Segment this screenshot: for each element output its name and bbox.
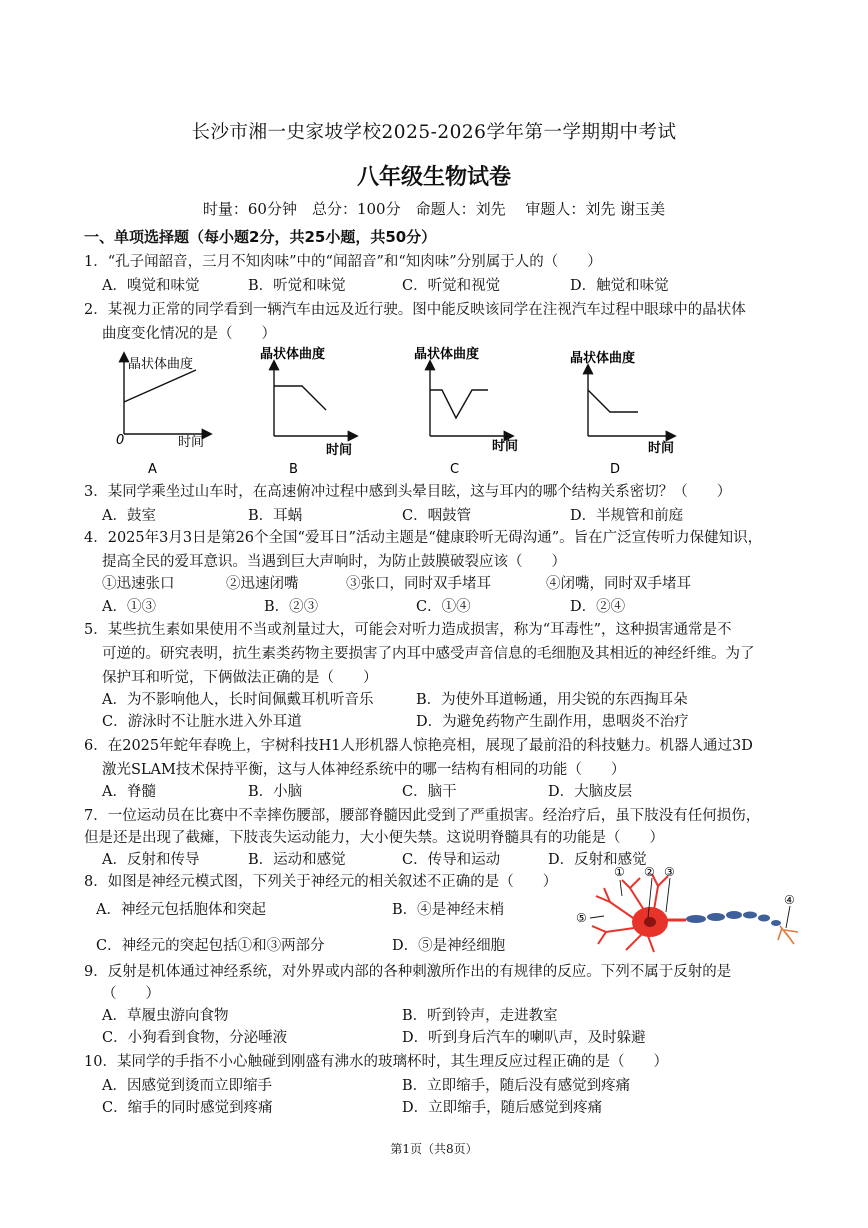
q4-option-b: B．②③	[264, 599, 319, 615]
q1-option-b: B．听觉和味觉	[248, 278, 346, 294]
q5-option-b: B．为使外耳道畅通，用尖锐的东西掏耳朵	[416, 692, 688, 708]
section-heading: 一、单项选择题（每小题2分，共25小题，共50分）	[84, 228, 437, 246]
q4-option-a: A．①③	[102, 599, 156, 615]
q2-stem-line2: 曲度变化情况的是（ ）	[102, 326, 276, 342]
graph-d-label: D	[610, 462, 621, 477]
q4-item-1: ①迅速张口	[102, 576, 175, 592]
q9-stem-line2: （ ）	[102, 986, 160, 1002]
q7-stem-line1: 7．一位运动员在比赛中不幸摔伤腰部，腰部脊髓因此受到了严重损害。经治疗后，虽下肢没有任何损伤，	[84, 808, 761, 824]
graph-c	[414, 346, 518, 477]
q4-stem-line2: 提高全民的爱耳意识。当遇到巨大声响时，为防止鼓膜破裂应该（ ）	[102, 554, 566, 570]
q10-option-a: A．因感觉到烫而立即缩手	[102, 1078, 272, 1094]
q6-option-c: C．脑干	[402, 784, 457, 800]
q3-stem: 3．某同学乘坐过山车时，在高速俯冲过程中感到头晕目眩，这与耳内的哪个结构关系密切？（ ）	[84, 484, 732, 500]
graph-a-ylabel: 晶状体曲度	[128, 357, 194, 372]
q10-option-d: D．立即缩手，随后感觉到疼痛	[402, 1100, 603, 1116]
q9-stem-line1: 9．反射是机体通过神经系统，对外界或内部的各种刺激所作出的有规律的反应。下列不属于反射的是	[84, 964, 732, 980]
graph-a-label: A	[148, 462, 157, 477]
graph-b-xlabel: 时间	[326, 443, 353, 458]
q8-option-d: D．⑤是神经细胞	[392, 938, 506, 954]
q3-option-d: D．半规管和前庭	[570, 508, 684, 524]
q3-option-c: C．咽鼓管	[402, 508, 472, 524]
q5-stem-line3: 保护耳和听觉，下俩做法正确的是（ ）	[102, 670, 378, 686]
q1-option-d: D．触觉和味觉	[570, 278, 669, 294]
q10-option-b: B．立即缩手，随后没有感觉到疼痛	[402, 1078, 631, 1094]
q4-stem-line1: 4．2025年3月3日是第26个全国“爱耳日”活动主题是“健康聆听无碍沟通”。旨在广泛宣传听力保健知识，	[84, 530, 763, 546]
q9-option-c: C．小狗看到食物，分泌唾液	[102, 1030, 288, 1046]
graph-b	[260, 346, 356, 477]
graph-a	[116, 354, 210, 477]
q1-stem: 1．“孔子闻韶音，三月不知肉味”中的“闻韶音”和“知肉味”分别属于人的（ ）	[84, 254, 602, 270]
graph-d	[570, 350, 674, 477]
q8-option-c: C．神经元的突起包括①和③两部分	[96, 938, 325, 954]
exam-school-title: 长沙市湘一史家坡学校2025-2026学年第一学期期中考试	[191, 122, 677, 143]
q6-option-d: D．大脑皮层	[548, 784, 633, 800]
q6-stem-line2: 激光SLAM技术保持平衡，这与人体神经系统中的哪一结构有相同的功能（ ）	[102, 762, 626, 778]
q3-option-a: A．鼓室	[102, 508, 156, 524]
q5-option-c: C．游泳时不让脏水进入外耳道	[102, 714, 302, 730]
q2-stem-line1: 2．某视力正常的同学看到一辆汽车由远及近行驶。图中能反映该同学在注视汽车过程中眼球中的晶状体	[84, 302, 746, 318]
q8-option-a: A．神经元包括胞体和突起	[96, 902, 266, 918]
q7-option-c: C．传导和运动	[402, 852, 501, 868]
q5-stem-line1: 5．某些抗生素如果使用不当或剂量过大，可能会对听力造成损害，称为“耳毒性”，这种损害通常是不	[84, 622, 732, 638]
q4-item-2: ②迅速闭嘴	[226, 576, 299, 592]
q4-item-4: ④闭嘴，同时双手堵耳	[546, 576, 691, 592]
neuron-label-3: ③	[664, 865, 675, 879]
q6-option-b: B．小脑	[248, 784, 303, 800]
q8-stem: 8．如图是神经元模式图，下列关于神经元的相关叙述不正确的是（ ）	[84, 874, 558, 890]
neuron-label-2: ②	[644, 865, 655, 879]
q6-stem-line1: 6．在2025年蛇年春晚上，宇树科技H1人形机器人惊艳亮相，展现了最前沿的科技魅力。机器人通过3D	[84, 738, 753, 754]
q10-stem: 10．某同学的手指不小心触碰到刚盛有沸水的玻璃杯时，其生理反应过程正确的是（ ）	[84, 1054, 668, 1070]
exam-subject-title: 八年级生物试卷	[356, 165, 511, 190]
q1-option-c: C．听觉和视觉	[402, 278, 501, 294]
exam-info: 时量：60分钟 总分：100分 命题人：刘先 审题人：刘先 谢玉美	[202, 200, 666, 218]
graph-c-ylabel: 晶状体曲度	[414, 347, 480, 362]
graph-a-origin: 0	[116, 433, 125, 448]
graph-d-ylabel: 晶状体曲度	[570, 351, 636, 366]
q6-option-a: A．脊髓	[102, 784, 156, 800]
neuron-terminal	[778, 926, 798, 944]
q7-stem-line2: 但是还是出现了截瘫，下肢丧失运动能力，大小便失禁。这说明脊髓具有的功能是（ ）	[84, 830, 664, 846]
graph-d-xlabel: 时间	[648, 441, 675, 456]
q5-stem-line2: 可逆的。研究表明，抗生素类药物主要损害了内耳中感受声音信息的毛细胞及其相近的神经纤维。为了	[102, 646, 755, 662]
q4-option-d: D．②④	[570, 599, 626, 615]
q9-option-a: A．草履虫游向食物	[102, 1008, 229, 1024]
q5-option-d: D．为避免药物产生副作用，患咽炎不治疗	[416, 714, 689, 730]
q2-lens-curvature-graphs	[100, 340, 700, 480]
graph-b-ylabel: 晶状体曲度	[260, 347, 326, 362]
neuron-label-4: ④	[784, 893, 795, 907]
q8-neuron-diagram	[574, 862, 810, 958]
q7-option-d: D．反射和感觉	[548, 852, 647, 868]
graph-c-xlabel: 时间	[492, 439, 519, 454]
q9-option-b: B．听到铃声，走进教室	[402, 1008, 558, 1024]
graph-a-xlabel: 时间	[178, 435, 205, 450]
q4-item-3: ③张口，同时双手堵耳	[346, 576, 491, 592]
q1-option-a: A．嗅觉和味觉	[102, 278, 200, 294]
neuron-label-5: ⑤	[576, 911, 587, 925]
neuron-nucleus	[644, 917, 656, 927]
q5-option-a: A．为不影响他人，长时间佩戴耳机听音乐	[102, 692, 374, 708]
q3-option-b: B．耳蜗	[248, 508, 303, 524]
q10-option-c: C．缩手的同时感觉到疼痛	[102, 1100, 273, 1116]
neuron-label-1: ①	[614, 865, 625, 879]
q9-option-d: D．听到身后汽车的喇叭声，及时躲避	[402, 1030, 646, 1046]
graph-c-label: C	[450, 462, 460, 477]
neuron-axon	[686, 911, 781, 926]
graph-b-label: B	[289, 462, 298, 477]
q4-option-c: C．①④	[416, 599, 471, 615]
page-footer: 第1页（共8页）	[390, 1142, 478, 1156]
q7-option-a: A．反射和传导	[102, 852, 200, 868]
q7-option-b: B．运动和感觉	[248, 852, 346, 868]
q8-option-b: B．④是神经末梢	[392, 902, 505, 918]
